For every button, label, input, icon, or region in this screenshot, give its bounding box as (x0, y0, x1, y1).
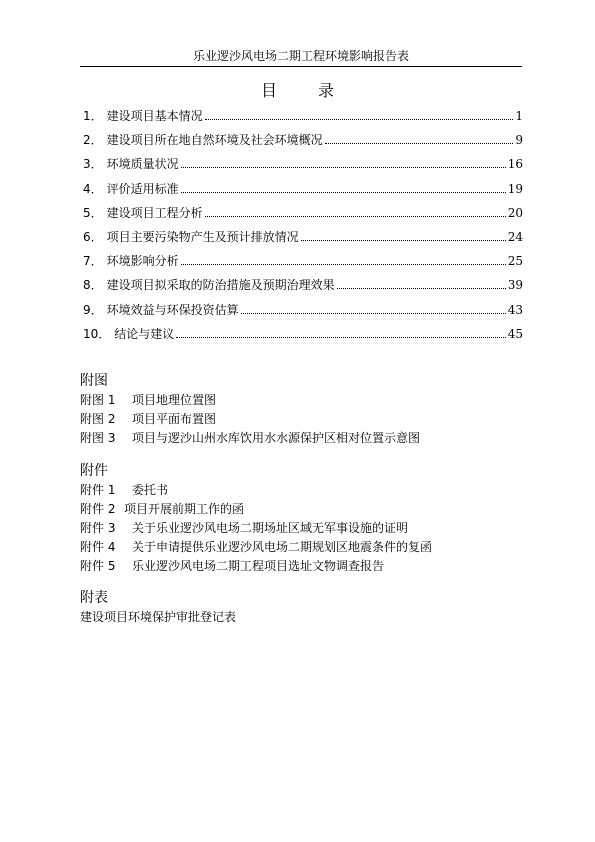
attachment-title: 乐业逻沙风电场二期工程项目选址文物调查报告 (132, 559, 385, 573)
toc-entry-number: 7． (83, 254, 103, 269)
attachment-code: 附件 4 (80, 540, 116, 554)
toc-title: 目 录 (260, 81, 353, 100)
toc-entry[interactable] (83, 107, 523, 131)
toc-entry-page: 20 (507, 205, 523, 220)
figure-item (80, 391, 520, 410)
toc-entry-number: 2． (83, 133, 103, 148)
attachment-title: 委托书 (132, 483, 169, 497)
table-item (80, 608, 520, 627)
running-header: 乐业逻沙风电场二期工程环境影响报告表 (192, 49, 409, 63)
figure-item (80, 429, 520, 448)
toc-entry[interactable] (83, 155, 523, 179)
toc-entry-number: 6． (83, 229, 103, 244)
tables-heading: 附表 (80, 590, 108, 606)
attachment-code: 附件 2 (80, 502, 116, 516)
table-of-contents (83, 107, 523, 349)
toc-entry-label: 建设项目拟采取的防治措施及预期治理效果 (106, 278, 335, 293)
toc-leader-dots (181, 191, 506, 193)
toc-entry-label: 建设项目工程分析 (106, 205, 203, 220)
toc-entry-label: 环境影响分析 (106, 254, 179, 269)
figure-code: 附图 3 (80, 431, 116, 445)
toc-entry[interactable] (83, 325, 523, 349)
tables-section (80, 588, 520, 627)
toc-entry-number: 4． (83, 181, 103, 196)
attachment-item (80, 481, 520, 500)
toc-entry-page: 1 (515, 109, 523, 123)
toc-entry-label: 评价适用标准 (106, 181, 179, 196)
toc-entry-label: 环境质量状况 (106, 157, 179, 172)
toc-entry-page: 16 (507, 157, 523, 172)
toc-leader-dots (176, 336, 505, 338)
toc-entry-label: 建设项目基本情况 (106, 109, 203, 123)
figure-title: 项目与逻沙山州水库饮用水水源保护区相对位置示意图 (132, 431, 421, 445)
toc-entry-number: 5． (83, 205, 103, 220)
header-rule (80, 66, 522, 67)
toc-entry-number: 8． (83, 278, 103, 293)
table-title: 建设项目环境保护审批登记表 (80, 610, 237, 624)
figure-code: 附图 1 (80, 393, 116, 407)
toc-entry-label: 建设项目所在地自然环境及社会环境概况 (106, 133, 323, 148)
attachment-title: 关于申请提供乐业逻沙风电场二期规划区地震条件的复函 (132, 540, 433, 554)
figure-title: 项目地理位置图 (132, 393, 217, 407)
toc-entry[interactable] (83, 228, 523, 252)
toc-entry[interactable] (83, 180, 523, 204)
toc-entry-page: 24 (507, 229, 523, 244)
toc-entry-label: 环境效益与环保投资估算 (106, 302, 239, 317)
figure-title: 项目平面布置图 (132, 412, 217, 426)
figures-section (80, 371, 520, 448)
toc-entry[interactable] (83, 131, 523, 155)
toc-leader-dots (205, 215, 506, 217)
toc-leader-dots (181, 263, 506, 265)
toc-entry-page: 45 (507, 326, 523, 341)
toc-entry-number: 3． (83, 157, 103, 172)
toc-entry-number: 1． (83, 109, 103, 123)
toc-entry-page: 9 (515, 133, 523, 148)
toc-entry-page: 19 (507, 181, 523, 196)
attachment-item (80, 538, 520, 557)
attachment-item (80, 557, 520, 576)
toc-entry-number: 10． (83, 326, 111, 341)
toc-leader-dots (181, 166, 506, 168)
toc-entry[interactable] (83, 276, 523, 300)
attachment-code: 附件 3 (80, 521, 116, 535)
toc-leader-dots (241, 312, 506, 314)
figure-code: 附图 2 (80, 412, 116, 426)
toc-entry-label: 结论与建议 (114, 326, 175, 341)
attachment-title: 项目开展前期工作的函 (124, 502, 245, 516)
attachment-code: 附件 5 (80, 559, 116, 573)
attachment-item (80, 500, 520, 519)
attachment-title: 关于乐业逻沙风电场二期场址区域无军事设施的证明 (132, 521, 409, 535)
toc-entry-number: 9． (83, 302, 103, 317)
toc-entry[interactable] (83, 252, 523, 276)
figures-heading: 附图 (80, 373, 108, 389)
toc-leader-dots (301, 239, 506, 241)
toc-leader-dots (205, 118, 514, 120)
attachment-item (80, 519, 520, 538)
attachments-section (80, 461, 520, 576)
toc-leader-dots (325, 142, 514, 144)
toc-entry-page: 25 (507, 254, 523, 269)
toc-entry-label: 项目主要污染物产生及预计排放情况 (106, 229, 299, 244)
attachments-heading: 附件 (80, 463, 108, 479)
toc-leader-dots (337, 287, 506, 289)
toc-entry-page: 39 (507, 278, 523, 293)
toc-entry[interactable] (83, 301, 523, 325)
figure-item (80, 410, 520, 429)
toc-entry-page: 43 (507, 302, 523, 317)
attachment-code: 附件 1 (80, 483, 116, 497)
toc-entry[interactable] (83, 204, 523, 228)
